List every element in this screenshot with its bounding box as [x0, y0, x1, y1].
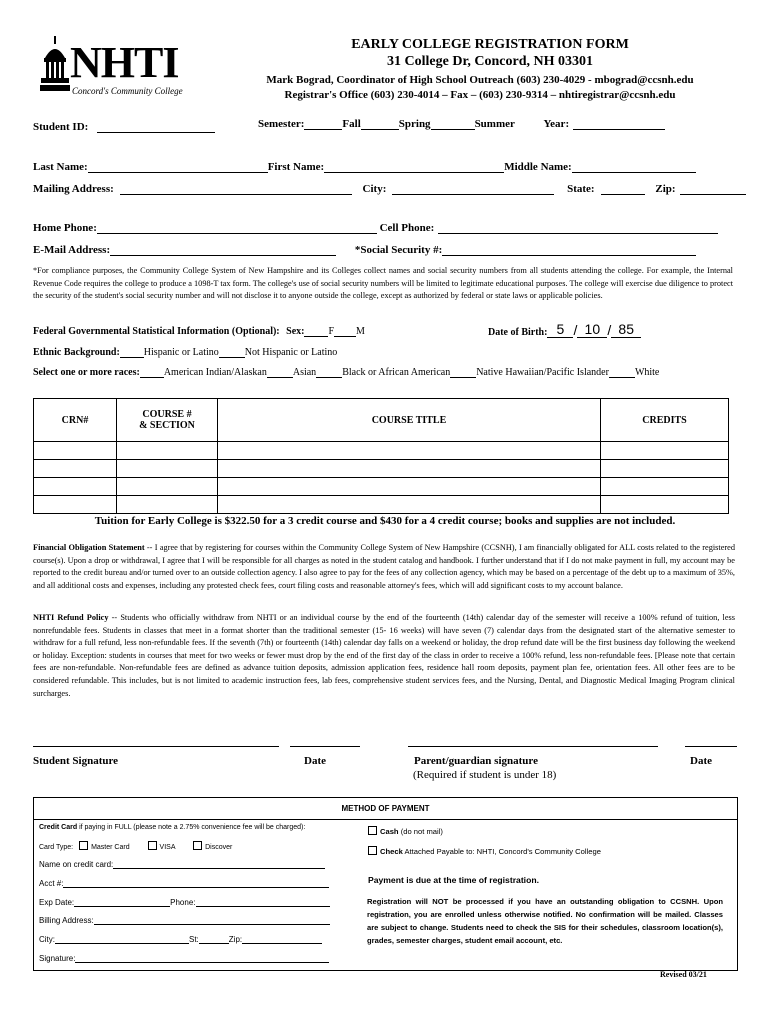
- sex-m-blank[interactable]: [334, 325, 356, 337]
- parent-note: (Required if student is under 18): [413, 769, 557, 781]
- acct-field[interactable]: [63, 878, 329, 888]
- race5-label: White: [634, 367, 660, 378]
- dob-year[interactable]: 85: [611, 321, 641, 338]
- ssn-field[interactable]: [442, 243, 696, 256]
- stats-label: Federal Governmental Statistical Information (Optional):: [33, 326, 280, 337]
- ethnic-label: Ethnic Background:: [33, 347, 120, 358]
- card-zip-field[interactable]: [242, 934, 322, 944]
- college-address: 31 College Dr, Concord, NH 03301: [387, 54, 593, 69]
- state-label: State:: [567, 183, 595, 195]
- city-label: City:: [362, 183, 387, 195]
- coordinator-contact: Mark Bograd, Coordinator of High School Outreach (603) 230-4029 - mbograd@ccsnh.edu: [266, 74, 694, 86]
- visa-label: VISA: [159, 844, 176, 851]
- course-title-header: COURSE TITLE: [218, 399, 601, 442]
- payment-due: Payment is due at the time of registration.: [368, 875, 539, 885]
- student-id-field[interactable]: [97, 120, 215, 133]
- spring-label: Spring: [398, 118, 431, 130]
- dob-month[interactable]: 5: [547, 321, 573, 338]
- dob-label: Date of Birth:: [488, 327, 548, 338]
- home-phone-field[interactable]: [97, 221, 377, 234]
- parent-date-label: Date: [690, 755, 712, 767]
- phone-label: Phone:: [170, 898, 196, 907]
- semester-label: Semester:: [258, 118, 305, 130]
- table-row[interactable]: [34, 442, 729, 460]
- student-date-label: Date: [304, 755, 326, 767]
- crn-header: CRN#: [34, 399, 117, 442]
- hispanic-label: Hispanic or Latino: [143, 347, 219, 358]
- last-name-field[interactable]: [88, 160, 268, 173]
- city-field[interactable]: [392, 182, 554, 195]
- email-label: E-Mail Address:: [33, 244, 111, 256]
- race4-blank[interactable]: [450, 366, 476, 378]
- name-on-card-field[interactable]: [113, 859, 325, 869]
- student-signature-label: Student Signature: [33, 755, 119, 767]
- race1-blank[interactable]: [140, 366, 164, 378]
- name-row: [33, 160, 696, 173]
- registration-notice: Registration will NOT be processed if you have an outstanding obligation to CCSNH. Upon registration, you are enrolled unless otherwise notified. No confirmation will be mailed. Classes are subject to change. Students need to check the SIS for their schedules, classroom location(s), grades, semester charges, student email account, etc.: [367, 897, 723, 945]
- fall-label: Fall: [342, 118, 361, 130]
- ethnic-row: [33, 346, 337, 358]
- parent-date-line[interactable]: [685, 745, 737, 747]
- cash-note: (do not mail): [398, 827, 443, 836]
- zip-label: Zip:: [655, 183, 676, 195]
- cash-checkbox[interactable]: [368, 826, 377, 835]
- student-date-line[interactable]: [290, 745, 360, 747]
- building-dome-icon: [40, 36, 70, 94]
- races-label: Select one or more races:: [33, 367, 140, 378]
- year-label: Year:: [543, 118, 570, 130]
- summer-label: Summer: [474, 118, 515, 130]
- cell-phone-label: Cell Phone:: [379, 222, 435, 234]
- discover-checkbox[interactable]: [193, 841, 202, 850]
- middle-name-field[interactable]: [572, 160, 696, 173]
- student-signature-line[interactable]: [33, 745, 279, 747]
- refund-text: -- Students who officially withdraw from NHTI or an individual course by the end of the fourteenth (14th) calendar day of the semester will receive a 100% refund of tuition, less nonrefundable fees. Students in classes that meet in a format shorter than the traditional semester (15- 16 weeks) will have seven (7) calendar days from the designated start of the alternative semester to withdraw for a full refund, less non-refundable fees. If the seventh (7th) or fourteenth (14th) calendar day falls on a weekend or holiday, the drop refund date will be the first business day following the weekend or holiday. Exception: students in courses that meet for two weeks or fewer must drop by the end of the first day of the class in order to receive a 100% refund, less non-refundable fees. [Please note that certain fees are non-refundable. Non-refundable fees are defined as advance tuition deposits, admission application fees, residence hall room deposits, payment plan fee, orientation fees. All other fees are to be considered refundable. This includes, but is not limited to academic instruction fees, lab fees, comprehensive student services fees, and the Nursing, Dental, and Diagnostic Medical Imaging Program clinical surcharges.: [33, 613, 735, 698]
- phone-field[interactable]: [196, 897, 330, 907]
- middle-name-label: Middle Name:: [504, 161, 572, 173]
- cash-row: [368, 826, 443, 836]
- compliance-note: *For compliance purposes, the Community College System of New Hampshire and its Colleges collect names and social security numbers from all students attending the college. For example, the Internal Revenue Code requires the college to produce a 1098-T tax form. The college's use of social security numbers will be limited to legitimate educational purposes. The college will exercise due diligence to protect the security of the student's social security number and will not disclose it to anyone outside the college, except as authorized by federal or state laws or applicable policies.: [33, 266, 733, 301]
- race3-label: Black or African American: [342, 367, 451, 378]
- course-table: [33, 398, 729, 514]
- acct-row: [39, 878, 329, 888]
- name-on-card-label: Name on credit card:: [39, 860, 114, 869]
- race4-label: Native Hawaiian/Pacific Islander: [476, 367, 609, 378]
- zip-field[interactable]: [680, 182, 746, 195]
- sex-f-label: F: [328, 326, 335, 337]
- financial-obligation: [33, 542, 735, 592]
- refund-policy: [33, 612, 735, 700]
- table-row[interactable]: [34, 478, 729, 496]
- payment-divider: [33, 819, 738, 820]
- race5-blank[interactable]: [609, 366, 635, 378]
- registrar-contact: Registrar's Office (603) 230-4014 – Fax – (603) 230-9314 – nhtiregistrar@ccsnh.edu: [284, 89, 676, 101]
- card-st-field[interactable]: [199, 934, 229, 944]
- form-title: EARLY COLLEGE REGISTRATION FORM: [351, 37, 629, 52]
- payment-title: METHOD OF PAYMENT: [341, 804, 430, 813]
- financial-text: -- I agree that by registering for courses within the Community College System of New Hampshire (CCSNH), I am financially obligated for ALL costs related to the registered course(s). Upon a drop or withdrawal, I agree that I will be responsible for all charges as noted in the student catalog and handbook. I further understand that if I do not make payment in full, my account may be reported to the credit bureau and/or turned over to an outside collection agency. I also agree to pay for the fees of any collection agency, which may be based on a percentage of the debt up to a maximum of 35%, and all additional costs and expenses, including any protested check fees, court filing costs and reasonable attorney's fees, which will add significant costs to my account balance.: [33, 543, 735, 590]
- check-note: Attached Payable to: NHTI, Concord's Community College: [402, 847, 601, 856]
- sex-label: Sex:: [286, 326, 305, 337]
- fall-blank[interactable]: [304, 117, 342, 130]
- race1-label: American Indian/Alaskan: [163, 367, 267, 378]
- parent-signature-line[interactable]: [408, 745, 658, 747]
- dob-row: Date of Birth: 5 / 10 / 85: [488, 321, 641, 338]
- mailing-address-label: Mailing Address:: [33, 183, 114, 195]
- course-table-header: [34, 399, 729, 442]
- year-field[interactable]: [573, 117, 665, 130]
- billing-row: [39, 915, 330, 925]
- mastercard-checkbox[interactable]: [79, 841, 88, 850]
- race2-label: Asian: [292, 367, 317, 378]
- home-phone-label: Home Phone:: [33, 222, 97, 234]
- ssn-label: *Social Security #:: [354, 244, 443, 256]
- name-on-card-row: [39, 859, 325, 869]
- stats-row: [33, 325, 365, 337]
- credit-card-note: if paying in FULL (please note a 2.75% convenience fee will be charged):: [77, 824, 306, 831]
- credit-card-label: Credit Card: [39, 824, 78, 831]
- revised-date: Revised 03/21: [660, 970, 707, 979]
- financial-heading: Financial Obligation Statement: [33, 543, 145, 552]
- dob-day[interactable]: 10: [577, 321, 607, 338]
- not-hispanic-blank[interactable]: [219, 346, 245, 358]
- student-id-row: [33, 120, 215, 133]
- card-signature-row: [39, 953, 329, 963]
- parent-signature-label: Parent/guardian signature: [414, 755, 538, 767]
- mastercard-label: Master Card: [91, 844, 130, 851]
- race3-blank[interactable]: [316, 366, 342, 378]
- exp-row: [39, 897, 330, 907]
- check-row: [368, 846, 601, 856]
- check-checkbox[interactable]: [368, 846, 377, 855]
- address-row: [33, 182, 746, 195]
- card-city-row: [39, 934, 322, 944]
- race-row: [33, 366, 659, 378]
- email-row: [33, 243, 696, 256]
- not-hispanic-label: Not Hispanic or Latino: [244, 347, 338, 358]
- cash-label: Cash: [380, 827, 399, 836]
- hispanic-blank[interactable]: [120, 346, 144, 358]
- exp-field[interactable]: [74, 897, 170, 907]
- credits-header: CREDITS: [601, 399, 729, 442]
- mailing-address-field[interactable]: [120, 182, 352, 195]
- sex-m-label: M: [356, 326, 365, 337]
- summer-blank[interactable]: [431, 117, 475, 130]
- acct-label: Acct #:: [39, 879, 64, 888]
- cell-phone-field[interactable]: [438, 221, 718, 234]
- semester-row: [258, 117, 665, 130]
- table-row[interactable]: [34, 460, 729, 478]
- credit-card-row: [39, 824, 305, 831]
- first-name-label: First Name:: [267, 161, 325, 173]
- spring-blank[interactable]: [361, 117, 399, 130]
- race2-blank[interactable]: [267, 366, 293, 378]
- email-field[interactable]: [110, 243, 336, 256]
- first-name-field[interactable]: [324, 160, 504, 173]
- phone-row: [33, 221, 718, 234]
- card-zip-label: Zip:: [228, 935, 243, 944]
- refund-heading: NHTI Refund Policy: [33, 613, 109, 622]
- logo-wordmark: NHTI: [70, 38, 179, 87]
- card-type-label: Card Type:: [39, 844, 74, 851]
- check-label: Check: [380, 847, 403, 856]
- tuition-statement: Tuition for Early College is $322.50 for a 3 credit course and $430 for a 4 credit course; books and supplies are not included.: [94, 515, 676, 527]
- sex-f-blank[interactable]: [304, 325, 328, 337]
- student-id-label: Student ID:: [33, 121, 89, 133]
- card-city-label: City:: [39, 935, 55, 944]
- visa-checkbox[interactable]: [148, 841, 157, 850]
- discover-label: Discover: [205, 844, 233, 851]
- card-signature-label: Signature:: [39, 954, 76, 963]
- card-city-field[interactable]: [55, 934, 189, 944]
- last-name-label: Last Name:: [33, 161, 88, 173]
- state-field[interactable]: [601, 182, 645, 195]
- logo-tagline: Concord's Community College: [72, 86, 183, 96]
- course-section-header: COURSE # & SECTION: [117, 399, 218, 442]
- card-type-row: [39, 841, 232, 851]
- billing-label: Billing Address:: [39, 916, 94, 925]
- card-st-label: St:: [189, 935, 199, 944]
- card-signature-field[interactable]: [75, 953, 329, 963]
- billing-field[interactable]: [94, 915, 330, 925]
- table-row[interactable]: [34, 496, 729, 514]
- college-logo: [40, 36, 200, 100]
- exp-label: Exp Date:: [39, 898, 75, 907]
